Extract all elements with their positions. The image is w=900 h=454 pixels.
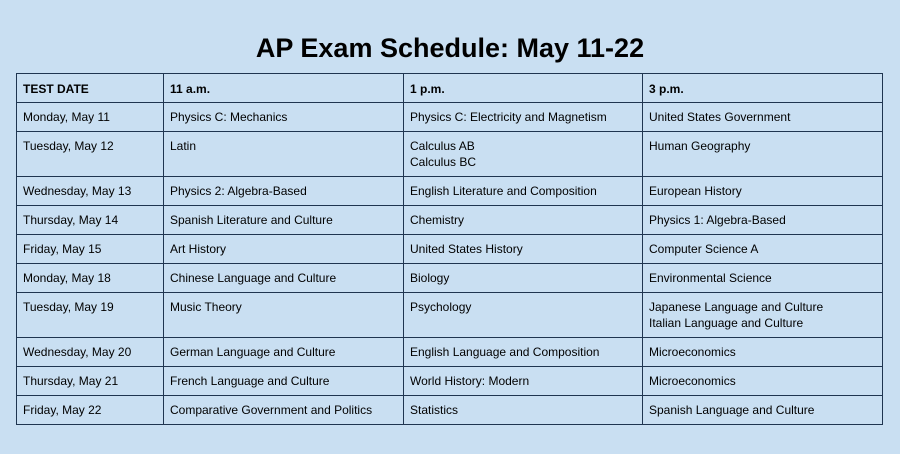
exam-name: Chemistry [410, 213, 465, 227]
exam-11am-cell [164, 132, 404, 177]
exam-name: Physics 1: Algebra-Based [649, 213, 786, 227]
exam-name: Biology [410, 271, 450, 285]
exam-1pm-cell [404, 206, 643, 235]
exam-11am-cell [164, 338, 404, 367]
exam-name: Physics 2: Algebra-Based [170, 184, 307, 198]
exam-name: United States Government [649, 110, 791, 124]
exam-3pm-cell [643, 235, 883, 264]
exam-name: World History: Modern [410, 374, 530, 388]
exam-name: Physics C: Mechanics [170, 110, 288, 124]
exam-name: German Language and Culture [170, 345, 336, 359]
exam-1pm-cell [404, 264, 643, 293]
exam-1pm-cell [404, 132, 643, 177]
table-row [17, 235, 883, 264]
exam-name: European History [649, 184, 742, 198]
exam-name: Calculus BC [410, 155, 477, 169]
page-title: AP Exam Schedule: May 11-22 [255, 33, 645, 63]
exam-11am-cell [164, 103, 404, 132]
exam-11am-cell [164, 235, 404, 264]
table-row [17, 132, 883, 177]
date-cell: Wednesday, May 13 [17, 177, 164, 206]
table-row [17, 293, 883, 338]
date-cell: Thursday, May 14 [17, 206, 164, 235]
header-11am: 11 a.m. [164, 74, 404, 103]
header-3pm: 3 p.m. [643, 74, 883, 103]
exam-11am-cell [164, 367, 404, 396]
date-cell: Wednesday, May 20 [17, 338, 164, 367]
exam-name: French Language and Culture [170, 374, 330, 388]
exam-11am-cell [164, 293, 404, 338]
exam-name: Physics C: Electricity and Magnetism [410, 110, 607, 124]
exam-name: Human Geography [649, 139, 751, 153]
date-cell: Monday, May 18 [17, 264, 164, 293]
exam-3pm-cell [643, 103, 883, 132]
schedule-body [17, 103, 883, 425]
schedule-table [16, 73, 883, 425]
exam-name: Italian Language and Culture [649, 316, 804, 330]
exam-name: Environmental Science [649, 271, 772, 285]
exam-name: Psychology [410, 300, 472, 314]
exam-name: Comparative Government and Politics [170, 403, 373, 417]
exam-1pm-cell [404, 103, 643, 132]
table-row [17, 338, 883, 367]
exam-name: Statistics [410, 403, 459, 417]
date-cell: Friday, May 15 [17, 235, 164, 264]
table-row [17, 396, 883, 425]
header-row [17, 74, 883, 103]
table-row [17, 206, 883, 235]
exam-1pm-cell [404, 293, 643, 338]
header-1pm: 1 p.m. [404, 74, 643, 103]
exam-1pm-cell [404, 338, 643, 367]
date-cell: Monday, May 11 [17, 103, 164, 132]
exam-1pm-cell [404, 396, 643, 425]
table-row [17, 103, 883, 132]
exam-name: United States History [410, 242, 523, 256]
date-cell: Tuesday, May 19 [17, 293, 164, 338]
exam-3pm-cell [643, 264, 883, 293]
date-cell: Friday, May 22 [17, 396, 164, 425]
table-row [17, 367, 883, 396]
exam-name: English Language and Composition [410, 345, 600, 359]
exam-3pm-cell [643, 177, 883, 206]
exam-name: English Literature and Composition [410, 184, 597, 198]
exam-name: Computer Science A [649, 242, 759, 256]
exam-11am-cell [164, 264, 404, 293]
header-test-date: TEST DATE [17, 74, 164, 103]
exam-1pm-cell [404, 367, 643, 396]
exam-name: Chinese Language and Culture [170, 271, 337, 285]
exam-name: Art History [170, 242, 227, 256]
exam-name: Microeconomics [649, 374, 736, 388]
date-cell: Tuesday, May 12 [17, 132, 164, 177]
exam-3pm-cell [643, 132, 883, 177]
exam-3pm-cell [643, 338, 883, 367]
exam-11am-cell [164, 206, 404, 235]
exam-3pm-cell [643, 206, 883, 235]
exam-name: Spanish Language and Culture [649, 403, 815, 417]
exam-name: Japanese Language and Culture [649, 300, 824, 314]
exam-11am-cell [164, 396, 404, 425]
exam-name: Spanish Literature and Culture [170, 213, 333, 227]
table-row [17, 264, 883, 293]
exam-3pm-cell [643, 396, 883, 425]
exam-3pm-cell [643, 293, 883, 338]
table-row [17, 177, 883, 206]
exam-11am-cell [164, 177, 404, 206]
exam-name: Calculus AB [410, 139, 475, 153]
exam-name: Microeconomics [649, 345, 736, 359]
exam-3pm-cell [643, 367, 883, 396]
date-cell: Thursday, May 21 [17, 367, 164, 396]
exam-name: Music Theory [170, 300, 242, 314]
exam-1pm-cell [404, 235, 643, 264]
exam-name: Latin [170, 139, 197, 153]
exam-1pm-cell [404, 177, 643, 206]
